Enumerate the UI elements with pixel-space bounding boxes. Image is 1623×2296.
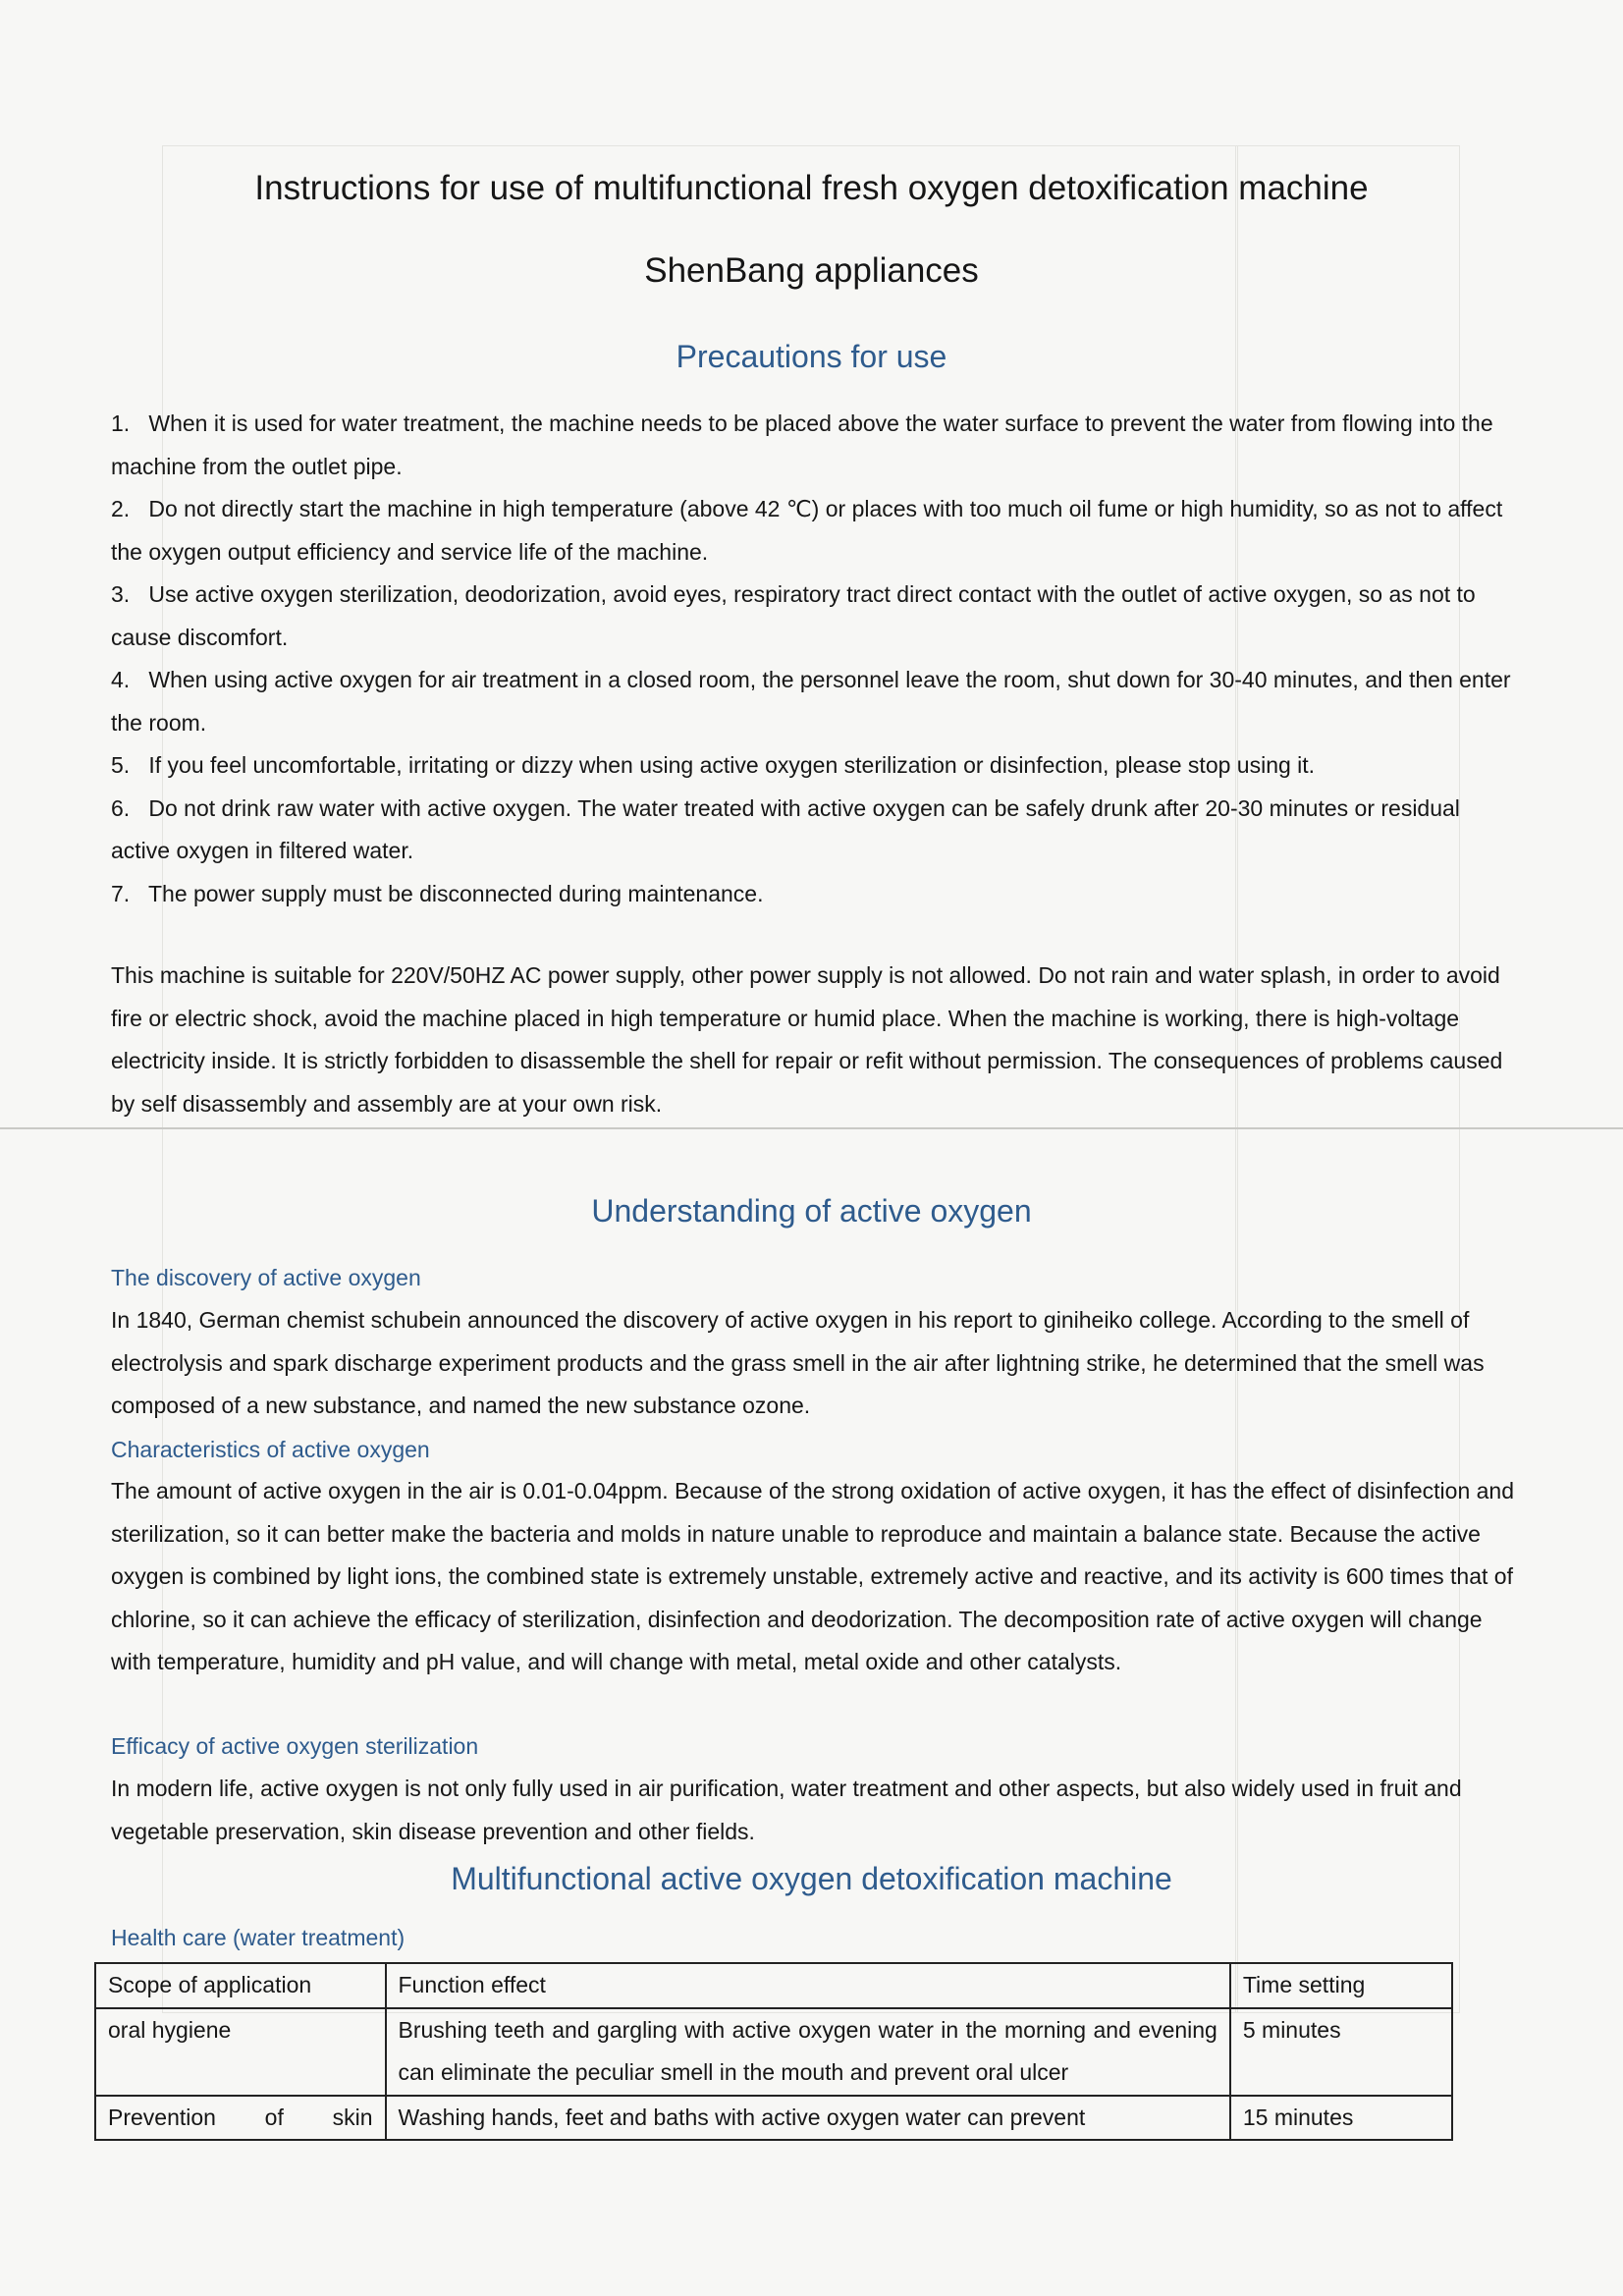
- precaution-item: 7. The power supply must be disconnected during maintenance.: [111, 880, 764, 906]
- table-row: [95, 2008, 1452, 2096]
- cell-effect: Washing hands, feet and baths with active oxygen water can prevent: [386, 2096, 1230, 2141]
- precaution-item: 5. If you feel uncomfortable, irritating or dizzy when using active oxygen sterilization or disinfection, please stop using it.: [111, 752, 1316, 778]
- document-title: Instructions for use of multifunctional fresh oxygen detoxification machine: [254, 169, 1369, 207]
- table-header-row: [95, 1963, 1452, 2008]
- cell-effect: Brushing teeth and gargling with active oxygen water in the morning and evening can eliminate the peculiar smell in the mouth and prevent oral ulcer: [386, 2008, 1230, 2096]
- power-supply-note: This machine is suitable for 220V/50HZ AC power supply, other power supply is not allowed. Do not rain and water splash, in order to avoid fire or electric shock, avoid the machine placed in high temperature or humid place. When the machine is working, there is high-voltage electricity inside. It is strictly forbidden to disassemble the shell for repair or refit without permission. The consequences of problems caused by self disassembly and assembly are at your own risk.: [111, 962, 1503, 1117]
- precautions-heading: Precautions for use: [676, 339, 947, 374]
- efficacy-text: In modern life, active oxygen is not only fully used in air purification, water treatment and other aspects, but also widely used in fruit and vegetable preservation, skin disease prevention and other fields.: [111, 1776, 1462, 1844]
- header-effect: Function effect: [386, 1963, 1230, 2008]
- precaution-item: 4. When using active oxygen for air treatment in a closed room, the personnel leave the room, shut down for 30-40 minutes, and then enter the room.: [111, 667, 1511, 736]
- header-scope: Scope of application: [95, 1963, 386, 2008]
- cell-time: 15 minutes: [1230, 2096, 1452, 2141]
- precautions-list: [111, 403, 1525, 915]
- cell-time: 5 minutes: [1230, 2008, 1452, 2096]
- precaution-item: 2. Do not directly start the machine in high temperature (above 42 ℃) or places with too much oil fume or high humidity, so as not to affect the oxygen output efficiency and service life of the machine.: [111, 496, 1503, 565]
- paper-fold-line: [0, 1127, 1623, 1129]
- efficacy-title: Efficacy of active oxygen sterilization: [111, 1733, 479, 1759]
- health-care-table: [94, 1962, 1453, 2141]
- characteristics-text: The amount of active oxygen in the air is 0.01-0.04ppm. Because of the strong oxidation of active oxygen, it has the effect of disinfection and sterilization, so it can better make the bacteria and molds in nature unable to reproduce and maintain a balance state. Because the active oxygen is combined by light ions, the combined state is extremely unstable, extremely active and reactive, and its activity is 600 times that of chlorine, so it can achieve the efficacy of sterilization, disinfection and deodorization. The decomposition rate of active oxygen will change with temperature, humidity and pH value, and will change with metal, metal oxide and other catalysts.: [111, 1478, 1514, 1674]
- machine-heading: Multifunctional active oxygen detoxification machine: [451, 1861, 1172, 1896]
- precaution-item: 6. Do not drink raw water with active oxygen. The water treated with active oxygen can be safely drunk after 20-30 minutes or residual active oxygen in filtered water.: [111, 794, 1460, 863]
- discovery-title: The discovery of active oxygen: [111, 1265, 421, 1290]
- characteristics-title: Characteristics of active oxygen: [111, 1437, 430, 1462]
- precaution-item: 3. Use active oxygen sterilization, deodorization, avoid eyes, respiratory tract direct contact with the outlet of active oxygen, so as not to cause discomfort.: [111, 581, 1476, 650]
- cell-scope: Prevention of skin: [95, 2096, 386, 2141]
- precaution-item: 1. When it is used for water treatment, the machine needs to be placed above the water surface to prevent the water from flowing into the machine from the outlet pipe.: [111, 410, 1493, 479]
- document-subtitle: ShenBang appliances: [644, 251, 979, 290]
- table-row: [95, 2096, 1452, 2141]
- header-time: Time setting: [1230, 1963, 1452, 2008]
- discovery-text: In 1840, German chemist schubein announced the discovery of active oxygen in his report to giniheiko college. According to the smell of electrolysis and spark discharge experiment products and the grass smell in the air after lightning strike, he determined that the smell was composed of a new substance, and named the new substance ozone.: [111, 1307, 1485, 1418]
- health-care-title: Health care (water treatment): [111, 1925, 406, 1950]
- cell-scope: oral hygiene: [95, 2008, 386, 2096]
- understanding-heading: Understanding of active oxygen: [591, 1193, 1032, 1229]
